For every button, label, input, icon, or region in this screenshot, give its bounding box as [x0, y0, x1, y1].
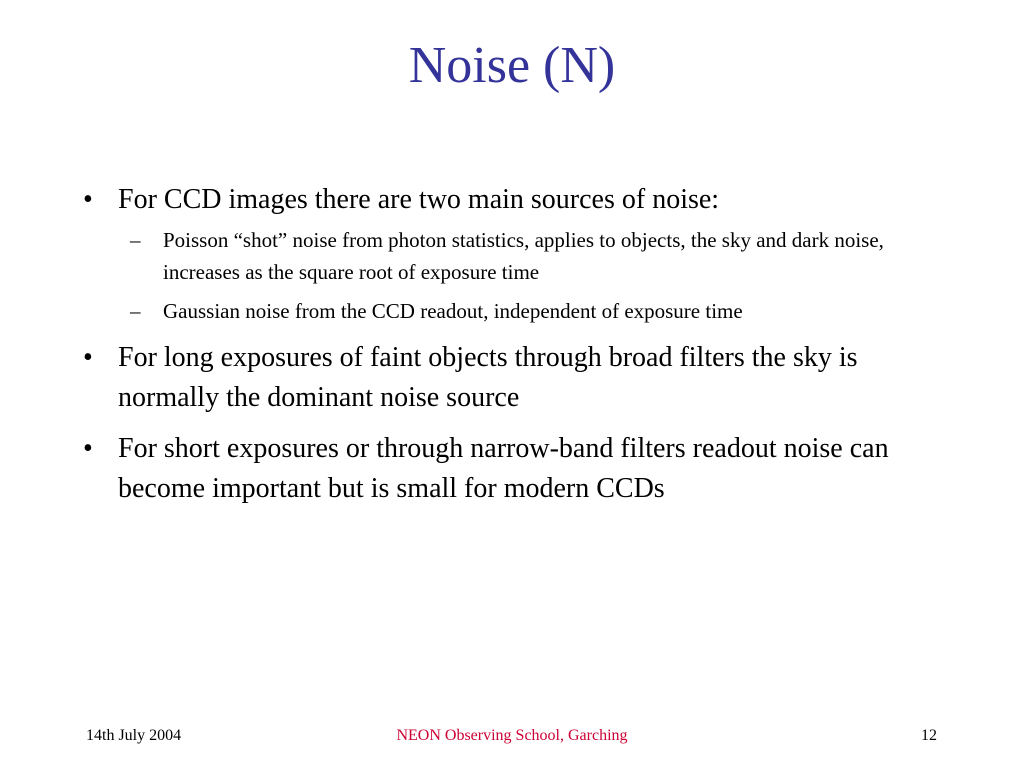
- bullet-marker: •: [83, 342, 93, 373]
- sub-bullet-item: [118, 224, 940, 288]
- bullet-list: [80, 180, 940, 520]
- bullet-text: For long exposures of faint objects through broad filters the sky is normally the dominant noise source: [118, 342, 858, 413]
- sub-bullet-list: [118, 224, 940, 327]
- sub-bullet-text: Poisson “shot” noise from photon statistics, applies to objects, the sky and dark noise, increases as the square root of exposure time: [163, 228, 884, 284]
- dash-marker: –: [130, 228, 141, 252]
- bullet-item: [80, 180, 940, 327]
- bullet-item: [80, 429, 940, 509]
- footer-date: 14th July 2004: [86, 727, 182, 744]
- dash-marker: –: [130, 299, 141, 323]
- slide-title: Noise (N): [408, 37, 616, 94]
- page-number: 12: [921, 727, 937, 744]
- footer-event: NEON Observing School, Garching: [396, 727, 628, 744]
- bullet-text: For short exposures or through narrow-band filters readout noise can become important but is small for modern CCDs: [118, 433, 889, 504]
- bullet-text: For CCD images there are two main sources of noise:: [118, 184, 720, 215]
- sub-bullet-text: Gaussian noise from the CCD readout, independent of exposure time: [163, 299, 743, 323]
- bullet-marker: •: [83, 433, 93, 464]
- bullet-item: [80, 338, 940, 418]
- bullet-marker: •: [83, 184, 93, 215]
- sub-bullet-item: [118, 295, 940, 327]
